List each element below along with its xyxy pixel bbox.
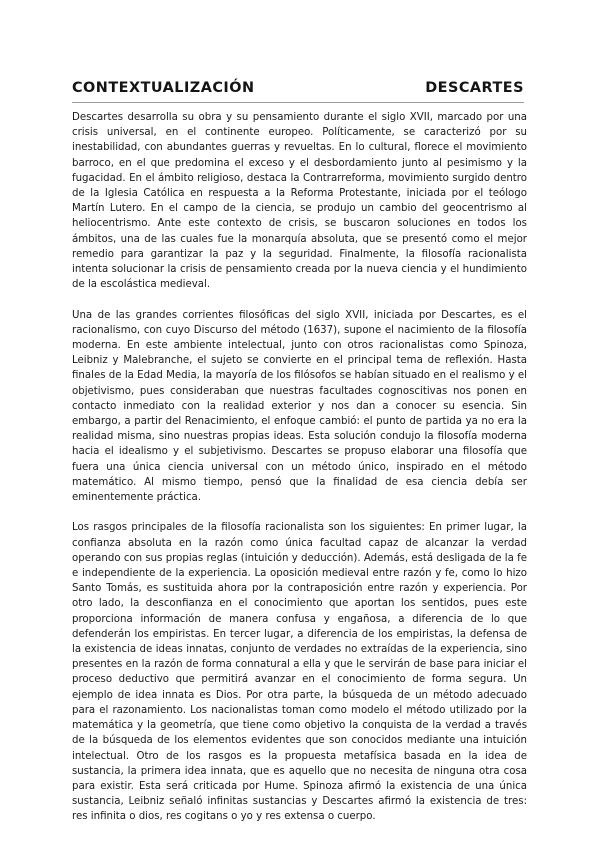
document-body: [72, 110, 527, 840]
page-header: [72, 73, 524, 95]
section-title: CONTEXTUALIZACIÓN: [72, 79, 255, 96]
paragraph-historical-context: Descartes desarrolla su obra y su pensamiento durante el siglo XVII, marcado por una crisis universal, en el continente europeo. Políticamente, se caracterizó por su inestabilidad, con abundantes guerras y revueltas. En lo cultural, florece el movimiento barroco, en el que predomina el exceso y el desbordamiento junto al pesimismo y la fugacidad. En el ámbito religioso, destaca la Contrarreforma, movimiento surgido dentro de la Iglesia Católica en respuesta a la Reforma Protestante, iniciada por el teólogo Martín Lutero. En el campo de la ciencia, se produjo un cambio del geocentrismo al heliocentrismo. Ante este contexto de crisis, se buscaron soluciones en todos los ámbitos, una de las cuales fue la monarquía absoluta, que se presentó como el mejor remedio para garantizar la paz y la seguridad. Finalmente, la filosofía racionalista intenta solucionar la crisis de pensamiento creada por la nueva ciencia y el hundimiento de la escolástica medieval.: [72, 112, 527, 291]
paragraph-rationalism: Una de las grandes corrientes filosóficas del siglo XVII, iniciada por Descartes, es el racionalismo, con cuyo Discurso del método (1637), supone el nacimiento de la filosofía moderna. En este ambiente intelectual, junto con otros racionalistas como Spinoza, Leibniz y Malebranche, el sujeto se convierte en el principal tema de reflexión. Hasta finales de la Edad Media, la mayoría de los filósofos se habían situado en el realismo y el objetivismo, pues consideraban que nuestras facultades cognoscitivas nos ponen en contacto inmediato con la realidad exterior y nos dan a conocer su esencia. Sin embargo, a partir del Renacimiento, el enfoque cambió: el punto de partida ya no era la realidad misma, sino nuestras propias ideas. Esta solución condujo la filosofía moderna hacia el idealismo y el subjetivismo. Descartes se propuso elaborar una filosofía que fuera una única ciencia universal con un método único, inspirado en el método matemático. Al mismo tiempo, pensó que la finalidad de esa ciencia debía ser eminentemente práctica.: [72, 309, 527, 504]
header-divider: [72, 102, 524, 103]
paragraph-rationalist-traits: Los rasgos principales de la filosofía racionalista son los siguientes: En primer lugar, la confianza absoluta en la razón como única facultad capaz de alcanzar la verdad operando con sus propias reglas (intuición y deducción). Además, está desligada de la fe e independiente de la experiencia. La oposición medieval entre razón y fe, como lo hizo Santo Tomás, es sustituida ahora por la contraposición entre razón y experiencia. Por otro lado, la desconfianza en el conocimiento que aportan los sentidos, pues este proporciona información de manera confusa y engañosa, a diferencia de lo que defenderán los empiristas. En tercer lugar, a diferencia de los empiristas, la defensa de la existencia de ideas innatas, conjunto de verdades no extraídas de la experiencia, sino presentes en la razón de forma connatural a ella y que le servirán de base para iniciar el proceso deductivo que permitirá avanzar en el conocimiento de forma segura. Un ejemplo de idea innata es Dios. Por otra parte, la búsqueda de un método adecuado para el razonamiento. Los nacionalistas toman como modelo el método utilizado por la matemática y la geometría, que tiene como objetivo la conquista de la verdad a través de la búsqueda de los elementos evidentes que son conocidos mediante una intuición intelectual. Otro de los rasgos es la propuesta metafísica basada en la idea de sustancia, la primera idea innata, que es aquello que no necesita de ninguna otra cosa para existir. Esta será criticada por Hume. Spinoza afirmó la existencia de una única sustancia, Leibniz señaló infinitas sustancias y Descartes afirmó la existencia de tres: res infinita o dios, res cogitans o yo y res extensa o cuerpo.: [72, 522, 527, 823]
author-title: DESCARTES: [425, 79, 524, 96]
